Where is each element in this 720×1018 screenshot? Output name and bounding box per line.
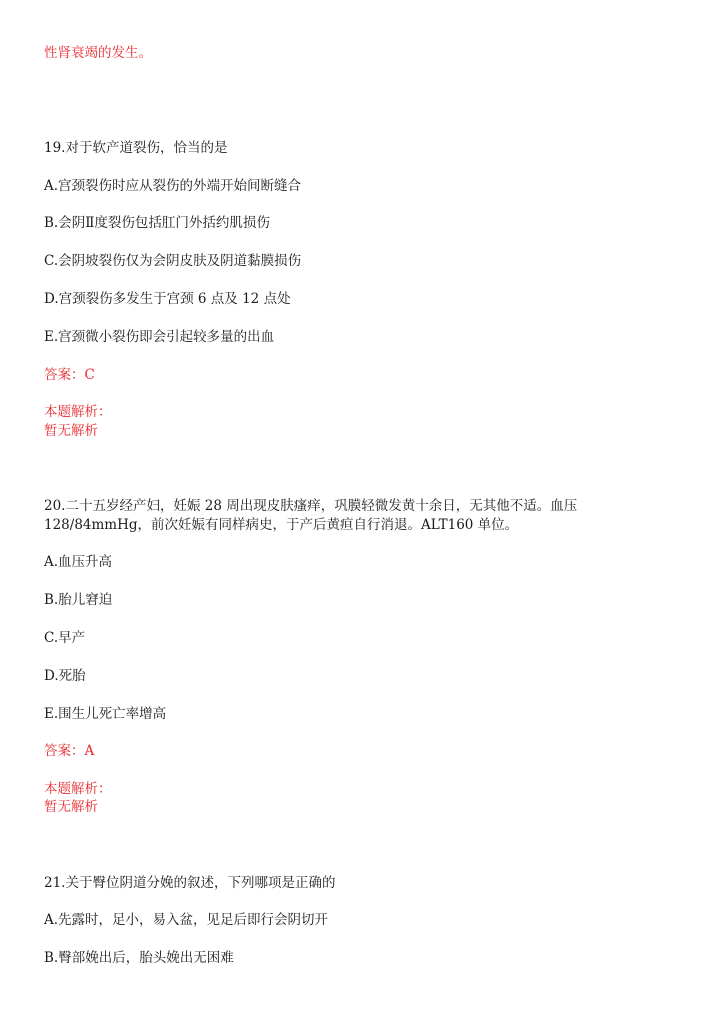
question-20-analysis-title: 本题解析： [44,781,112,797]
question-21-text: 21.关于臀位阴道分娩的叙述，下列哪项是正确的 [44,875,336,891]
question-19-analysis-title: 本题解析： [44,404,112,420]
question-19-text: 19.对于软产道裂伤，恰当的是 [44,140,228,156]
question-20-analysis-text: 暂无解析 [44,799,98,815]
question-19-option-c: C.会阴坡裂伤仅为会阴皮肤及阴道黏膜损伤 [44,253,302,269]
question-19-option-d: D.宫颈裂伤多发生于宫颈 6 点及 12 点处 [44,291,291,307]
question-20-text-line-1: 20.二十五岁经产妇，妊娠 28 周出现皮肤瘙痒，巩膜轻微发黄十余日，无其他不适。血压 [44,498,578,514]
question-19-analysis-text: 暂无解析 [44,423,98,439]
question-19-option-b: B.会阴Ⅱ度裂伤包括肛门外括约肌损伤 [44,215,270,231]
question-19-option-e: E.宫颈微小裂伤即会引起较多量的出血 [44,329,275,345]
question-19-option-a: A.宫颈裂伤时应从裂伤的外端开始间断缝合 [44,178,302,194]
question-21-option-a: A.先露时，足小，易入盆，见足后即行会阴切开 [44,912,329,928]
question-20-text-line-2: 128/84mmHg，前次妊娠有同样病史，于产后黄疸自行消退。ALT160 单位。 [44,517,519,533]
question-20-option-a: A.血压升高 [44,554,113,570]
question-20-answer: 答案：A [44,743,95,759]
question-19-answer: 答案：C [44,367,95,383]
question-20-option-b: B.胎儿窘迫 [44,592,113,608]
question-20-option-d: D.死胎 [44,668,86,684]
question-21-option-b: B.臀部娩出后，胎头娩出无困难 [44,950,234,966]
question-20-option-e: E.围生儿死亡率增高 [44,706,167,722]
previous-analysis-fragment: 性肾衰竭的发生。 [44,45,152,61]
question-20-option-c: C.早产 [44,630,86,646]
